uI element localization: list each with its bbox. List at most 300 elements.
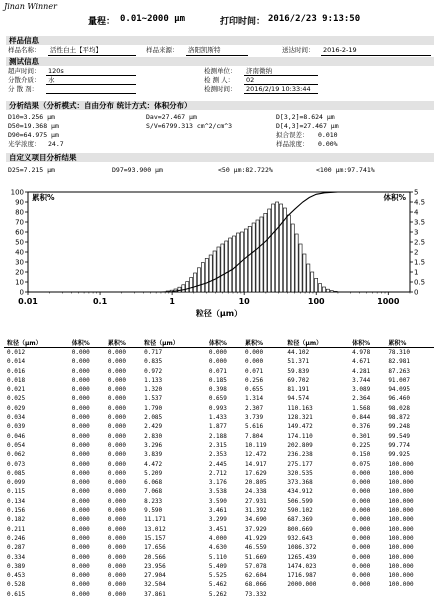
table-cell: 62.604 bbox=[245, 572, 267, 580]
table-cell: 932.643 bbox=[287, 534, 313, 542]
table-cell: 1.790 bbox=[144, 404, 163, 412]
volume-bar bbox=[264, 213, 267, 292]
table-cell: 59.839 bbox=[287, 367, 310, 375]
table-cell: 24.338 bbox=[245, 488, 267, 496]
table-cell: 4.472 bbox=[144, 460, 163, 468]
test-time-label: 检测时间： bbox=[204, 85, 237, 93]
table-cell: 3.451 bbox=[208, 525, 227, 533]
table-cell: 0.000 bbox=[71, 395, 90, 403]
table-cell: 1.568 bbox=[352, 404, 371, 412]
unit-label: 检测单位： bbox=[204, 67, 237, 75]
range-value: 0.01~2000 μm bbox=[120, 14, 186, 24]
table-cell: 0.025 bbox=[7, 395, 26, 403]
volume-bar bbox=[236, 233, 239, 292]
table-cell: 94.095 bbox=[388, 386, 410, 394]
table-row bbox=[4, 376, 434, 385]
sample-date-label: 送达时间： bbox=[282, 46, 315, 54]
table-cell: 0.835 bbox=[144, 358, 163, 366]
table-cell: 0.287 bbox=[7, 544, 26, 552]
volume-bar bbox=[197, 268, 200, 292]
table-cell: 0.000 bbox=[71, 553, 90, 561]
table-cell: 96.460 bbox=[388, 395, 410, 403]
d32-value: D[3,2]=8.624 μm bbox=[276, 113, 335, 121]
table-cell: 0.000 bbox=[71, 469, 90, 477]
d50-value: D50=19.368 μm bbox=[8, 122, 59, 130]
table-cell: 0.182 bbox=[7, 516, 26, 524]
sample-source-underline bbox=[186, 55, 248, 56]
table-cell: 7.804 bbox=[245, 432, 264, 440]
table-cell: 2.445 bbox=[208, 460, 227, 468]
table-cell: 1.877 bbox=[208, 423, 227, 431]
table-cell: 100.000 bbox=[388, 553, 414, 561]
table-cell: 99.248 bbox=[388, 423, 410, 431]
table-cell: 0.000 bbox=[245, 358, 264, 366]
right-tick-label: 0.5 bbox=[414, 278, 426, 287]
table-row bbox=[4, 432, 434, 441]
table-cell: 0.389 bbox=[7, 562, 26, 570]
table-row bbox=[4, 497, 434, 506]
volume-bar bbox=[209, 255, 212, 292]
table-cell: 0.000 bbox=[71, 572, 90, 580]
table-cell: 1.320 bbox=[144, 386, 163, 394]
sample-name-underline bbox=[48, 55, 136, 56]
table-cell: 0.000 bbox=[107, 525, 126, 533]
table-cell: 4.630 bbox=[208, 544, 227, 552]
table-row bbox=[4, 543, 434, 552]
table-cell: 37.861 bbox=[144, 590, 166, 598]
table-row bbox=[4, 571, 434, 580]
volume-bar bbox=[213, 251, 216, 292]
ultrasonic-label: 超声时间： bbox=[8, 67, 41, 75]
volume-bar bbox=[252, 223, 255, 292]
table-cell: 0.000 bbox=[107, 479, 126, 487]
table-cell: 0.844 bbox=[352, 414, 371, 422]
table-cell: 1.433 bbox=[208, 414, 227, 422]
table-cell: 0.655 bbox=[245, 386, 264, 394]
table-cell: 0.000 bbox=[71, 414, 90, 422]
table-cell: 0.000 bbox=[352, 581, 371, 589]
table-cell: 91.007 bbox=[388, 376, 410, 384]
table-cell: 0.398 bbox=[208, 386, 227, 394]
left-tick-label: 80 bbox=[15, 208, 24, 217]
table-cell: 0.000 bbox=[71, 488, 90, 496]
shading-value: 24.7 bbox=[48, 140, 64, 148]
table-cell: 3.296 bbox=[144, 441, 163, 449]
table-cell: 0.000 bbox=[71, 441, 90, 449]
range-label: 量程： bbox=[88, 17, 116, 27]
table-row bbox=[4, 348, 434, 358]
table-cell: 15.157 bbox=[144, 534, 166, 542]
table-cell: 27.931 bbox=[245, 497, 267, 505]
table-cell: 0.039 bbox=[7, 423, 26, 431]
right-tick-label: 4 bbox=[414, 208, 419, 217]
table-cell: 99.549 bbox=[388, 432, 410, 440]
volume-bar bbox=[186, 282, 189, 292]
table-cell: 51.669 bbox=[245, 553, 267, 561]
left-tick-label: 20 bbox=[15, 268, 24, 277]
table-cell: 100.000 bbox=[388, 534, 414, 542]
table-row bbox=[4, 460, 434, 469]
tester-value: 02 bbox=[246, 76, 255, 84]
table-cell bbox=[284, 590, 349, 599]
table-cell: 0.018 bbox=[7, 376, 26, 384]
table-cell: 3.839 bbox=[144, 451, 163, 459]
table-row bbox=[4, 506, 434, 515]
table-cell: 100.000 bbox=[388, 572, 414, 580]
table-cell: 0.000 bbox=[107, 358, 126, 366]
table-header-row bbox=[4, 338, 434, 348]
table-cell: 434.912 bbox=[287, 488, 313, 496]
table-cell: 0.972 bbox=[144, 367, 163, 375]
table-cell: 0.000 bbox=[107, 441, 126, 449]
volume-bar bbox=[260, 217, 263, 292]
volume-bar bbox=[279, 204, 282, 292]
table-cell: 0.000 bbox=[107, 469, 126, 477]
table-cell bbox=[349, 590, 385, 599]
right-tick-label: 1 bbox=[414, 268, 419, 277]
table-cell: 100.000 bbox=[388, 497, 414, 505]
col-vol-3: 体积% bbox=[352, 340, 371, 347]
table-cell: 5.110 bbox=[208, 553, 227, 561]
table-cell: 0.000 bbox=[352, 507, 371, 515]
table-cell: 0.225 bbox=[352, 441, 371, 449]
table-cell: 0.000 bbox=[208, 349, 227, 356]
table-cell: 0.150 bbox=[352, 451, 371, 459]
col-size-3: 粒径（μm） bbox=[287, 340, 323, 347]
sample-name-label: 样品名称： bbox=[8, 46, 41, 54]
table-cell: 5.262 bbox=[208, 590, 227, 598]
table-cell: 82.981 bbox=[388, 358, 410, 366]
table-cell: 1.133 bbox=[144, 376, 163, 384]
table-cell: 87.263 bbox=[388, 367, 410, 375]
table-cell: 1716.987 bbox=[287, 572, 317, 580]
table-cell: 0.000 bbox=[245, 349, 264, 356]
table-cell: 94.574 bbox=[287, 395, 310, 403]
table-row bbox=[4, 469, 434, 478]
table-cell: 0.000 bbox=[71, 534, 90, 542]
x-tick-label: 10 bbox=[238, 297, 250, 306]
left-tick-label: 90 bbox=[15, 198, 24, 207]
volume-bar bbox=[315, 278, 318, 292]
table-cell: 0.000 bbox=[71, 525, 90, 533]
table-cell: 17.629 bbox=[245, 469, 267, 477]
table-cell: 0.000 bbox=[71, 358, 90, 366]
table-cell: 98.872 bbox=[388, 414, 410, 422]
table-cell: 11.171 bbox=[144, 516, 166, 524]
table-cell: 51.371 bbox=[287, 358, 310, 366]
table-cell: 0.012 bbox=[7, 349, 26, 356]
brand-logo: Jinan Winner bbox=[4, 2, 57, 11]
table-cell: 0.000 bbox=[208, 358, 227, 366]
table-cell: 7.068 bbox=[144, 488, 163, 496]
volume-bar bbox=[311, 272, 314, 292]
table-cell: 3.744 bbox=[352, 376, 371, 384]
volume-bar bbox=[272, 204, 275, 292]
table-row bbox=[4, 404, 434, 413]
table-cell: 0.256 bbox=[245, 376, 264, 384]
table-cell: 0.000 bbox=[107, 544, 126, 552]
table-cell: 0.000 bbox=[71, 562, 90, 570]
table-cell: 3.176 bbox=[208, 479, 227, 487]
table-cell: 0.071 bbox=[208, 367, 227, 375]
table-cell: 0.000 bbox=[107, 460, 126, 468]
table-cell: 0.115 bbox=[7, 488, 26, 496]
table-cell: 0.000 bbox=[352, 516, 371, 524]
table-cell: 44.102 bbox=[287, 349, 310, 356]
col-size-1: 粒径（μm） bbox=[7, 340, 42, 347]
test-time-underline bbox=[244, 93, 318, 94]
sample-source-value: 洛阳凯斯特 bbox=[188, 46, 221, 54]
table-cell: 0.000 bbox=[107, 534, 126, 542]
table-row bbox=[4, 441, 434, 450]
test-section-title: 测试信息 bbox=[6, 57, 434, 66]
table-cell: 27.904 bbox=[144, 572, 166, 580]
table-cell: 20.566 bbox=[144, 553, 166, 561]
fit-error-label: 拟合误差： bbox=[276, 131, 309, 139]
sample-concentration-value: 0.00% bbox=[318, 140, 338, 148]
volume-bar bbox=[299, 244, 302, 292]
table-cell: 41.929 bbox=[245, 534, 267, 542]
table-cell: 0.453 bbox=[7, 572, 26, 580]
table-cell: 0.000 bbox=[71, 376, 90, 384]
table-row bbox=[4, 367, 434, 376]
table-cell: 3.299 bbox=[208, 516, 227, 524]
table-row bbox=[4, 422, 434, 431]
table-cell: 0.000 bbox=[71, 497, 90, 505]
table-cell: 2000.000 bbox=[287, 581, 317, 589]
custom-lt50: <50 μm:82.722% bbox=[218, 166, 273, 174]
table-cell: 0.000 bbox=[107, 386, 126, 394]
col-size-2: 粒径（μm） bbox=[144, 340, 179, 347]
dav-value: Dav=27.467 μm bbox=[146, 113, 197, 121]
left-tick-label: 10 bbox=[15, 278, 24, 287]
table-cell: 81.191 bbox=[287, 386, 310, 394]
distribution-chart bbox=[0, 186, 438, 326]
table-cell: 0.000 bbox=[71, 581, 90, 589]
table-cell: 2.353 bbox=[208, 451, 227, 459]
dispersant-value: 水 bbox=[48, 76, 55, 84]
table-cell: 10.119 bbox=[245, 441, 267, 449]
volume-bar bbox=[307, 264, 310, 292]
volume-bar bbox=[287, 215, 290, 292]
left-tick-label: 70 bbox=[15, 218, 24, 227]
sample-source-label: 样品来源： bbox=[146, 46, 179, 54]
table-cell: 5.525 bbox=[208, 572, 227, 580]
table-cell: 0.099 bbox=[7, 479, 26, 487]
table-cell: 2.830 bbox=[144, 432, 163, 440]
table-cell: 8.233 bbox=[144, 497, 163, 505]
volume-bar bbox=[322, 287, 325, 292]
table-cell: 0.000 bbox=[107, 553, 126, 561]
d10-value: D10=3.256 μm bbox=[8, 113, 55, 121]
x-tick-label: 0.1 bbox=[92, 297, 108, 306]
table-cell: 0.062 bbox=[7, 451, 26, 459]
custom-d25: D25=7.215 μm bbox=[8, 166, 55, 174]
table-cell: 149.472 bbox=[287, 423, 313, 431]
table-cell: 0.334 bbox=[7, 553, 26, 561]
table-cell: 3.739 bbox=[245, 414, 264, 422]
left-tick-label: 50 bbox=[15, 238, 24, 247]
table-cell: 2.188 bbox=[208, 432, 227, 440]
table-cell: 73.332 bbox=[245, 590, 267, 598]
table-cell: 0.000 bbox=[107, 488, 126, 496]
sample-date-value: 2016-2-19 bbox=[323, 46, 357, 54]
table-cell: 0.376 bbox=[352, 423, 371, 431]
table-row bbox=[4, 525, 434, 534]
dispersant-agent-label: 分 散 剂： bbox=[8, 85, 39, 93]
table-cell: 37.929 bbox=[245, 525, 267, 533]
table-cell: 99.925 bbox=[388, 451, 410, 459]
table-cell: 0.000 bbox=[352, 553, 371, 561]
table-cell: 0.000 bbox=[107, 451, 126, 459]
table-cell: 373.368 bbox=[287, 479, 313, 487]
dispersant-underline bbox=[46, 84, 136, 85]
table-cell: 0.014 bbox=[7, 358, 26, 366]
table-cell: 4.000 bbox=[208, 534, 227, 542]
table-cell: 0.000 bbox=[71, 423, 90, 431]
table-cell: 0.000 bbox=[107, 395, 126, 403]
right-axis-label: 体积% bbox=[383, 193, 406, 202]
table-row bbox=[4, 562, 434, 571]
table-cell: 0.000 bbox=[71, 460, 90, 468]
test-time-value: 2016/2/19 10:33:44 bbox=[246, 85, 311, 93]
table-cell: 0.993 bbox=[208, 404, 227, 412]
volume-bar bbox=[225, 241, 228, 292]
volume-bar bbox=[256, 220, 259, 292]
table-cell: 174.110 bbox=[287, 432, 313, 440]
table-cell: 506.599 bbox=[287, 497, 313, 505]
table-cell: 34.690 bbox=[245, 516, 267, 524]
table-row bbox=[4, 553, 434, 562]
table-cell: 4.978 bbox=[352, 349, 371, 356]
table-cell: 590.102 bbox=[287, 507, 313, 515]
table-cell: 0.016 bbox=[7, 367, 26, 375]
table-cell: 0.073 bbox=[7, 460, 26, 468]
table-cell: 2.307 bbox=[245, 404, 264, 412]
table-cell: 3.590 bbox=[208, 497, 227, 505]
table-cell: 110.163 bbox=[287, 404, 313, 412]
volume-bar bbox=[233, 236, 236, 292]
volume-bar bbox=[182, 285, 185, 292]
table-cell: 100.000 bbox=[388, 469, 414, 477]
ultrasonic-underline bbox=[46, 75, 136, 76]
unit-underline bbox=[244, 75, 318, 76]
d43-value: D[4,3]=27.467 μm bbox=[276, 122, 339, 130]
left-tick-label: 30 bbox=[15, 258, 24, 267]
table-cell: 0.000 bbox=[107, 432, 126, 440]
table-cell: 14.917 bbox=[245, 460, 267, 468]
table-cell: 0.000 bbox=[107, 376, 126, 384]
sample-section-title: 样品信息 bbox=[6, 36, 434, 45]
x-tick-label: 1 bbox=[169, 297, 175, 306]
table-cell: 5.409 bbox=[208, 562, 227, 570]
table-cell: 0.000 bbox=[71, 451, 90, 459]
table-cell: 0.000 bbox=[71, 404, 90, 412]
table-cell: 1265.439 bbox=[287, 553, 317, 561]
table-cell: 0.301 bbox=[352, 432, 371, 440]
volume-bar bbox=[295, 234, 298, 292]
table-cell: 0.000 bbox=[107, 516, 126, 524]
table-cell: 0.717 bbox=[144, 349, 163, 356]
table-cell: 2.712 bbox=[208, 469, 227, 477]
table-cell: 236.238 bbox=[287, 451, 313, 459]
table-row bbox=[4, 478, 434, 487]
table-cell: 57.078 bbox=[245, 562, 267, 570]
volume-bar bbox=[178, 287, 181, 292]
table-cell: 0.000 bbox=[107, 367, 126, 375]
table-cell: 68.066 bbox=[245, 581, 267, 589]
table-cell: 0.021 bbox=[7, 386, 26, 394]
table-cell: 100.000 bbox=[388, 544, 414, 552]
table-cell: 5.616 bbox=[245, 423, 264, 431]
left-tick-label: 40 bbox=[15, 248, 24, 257]
table-cell: 0.134 bbox=[7, 497, 26, 505]
d90-value: D90=64.975 μm bbox=[8, 131, 59, 139]
table-cell: 0.000 bbox=[71, 590, 90, 598]
table-cell: 0.000 bbox=[107, 404, 126, 412]
table-cell: 800.669 bbox=[287, 525, 313, 533]
table-cell: 31.392 bbox=[245, 507, 267, 515]
table-cell: 20.805 bbox=[245, 479, 267, 487]
table-cell: 0.528 bbox=[7, 581, 26, 589]
table-cell: 0.246 bbox=[7, 534, 26, 542]
table-cell: 5.462 bbox=[208, 581, 227, 589]
x-tick-label: 1000 bbox=[377, 297, 400, 306]
fit-error-value: 0.010 bbox=[318, 131, 338, 139]
col-cum-2: 累积% bbox=[245, 340, 264, 347]
table-cell: 17.656 bbox=[144, 544, 166, 552]
table-cell: 100.000 bbox=[388, 507, 414, 515]
table-cell: 0.000 bbox=[352, 572, 371, 580]
custom-d97: D97=93.900 μm bbox=[112, 166, 163, 174]
col-cum-1: 累积% bbox=[107, 340, 126, 347]
table-cell: 275.177 bbox=[287, 460, 313, 468]
size-distribution-table bbox=[4, 338, 434, 599]
table-cell: 1.314 bbox=[245, 395, 264, 403]
tester-label: 检 测 人： bbox=[204, 76, 235, 84]
table-row bbox=[4, 580, 434, 589]
left-axis-label: 累积% bbox=[32, 193, 55, 202]
table-cell: 98.028 bbox=[388, 404, 410, 412]
tester-underline bbox=[244, 84, 318, 85]
table-cell: 0.000 bbox=[107, 349, 126, 356]
table-cell: 100.000 bbox=[388, 562, 414, 570]
table-cell: 69.702 bbox=[287, 376, 310, 384]
table-row bbox=[4, 385, 434, 394]
x-axis-label: 粒径（μm） bbox=[195, 309, 243, 318]
right-tick-label: 2.5 bbox=[414, 238, 426, 247]
right-tick-label: 4.5 bbox=[414, 198, 426, 207]
table-cell: 0.054 bbox=[7, 441, 26, 449]
table-cell: 0.000 bbox=[71, 544, 90, 552]
table-cell: 0.000 bbox=[71, 507, 90, 515]
left-tick-label: 60 bbox=[15, 228, 24, 237]
volume-bar bbox=[330, 291, 333, 292]
table-row bbox=[4, 413, 434, 422]
volume-bar bbox=[221, 244, 224, 292]
volume-bar bbox=[268, 209, 271, 292]
table-cell: 1086.372 bbox=[287, 544, 317, 552]
volume-bar bbox=[217, 247, 220, 292]
table-row bbox=[4, 394, 434, 403]
volume-bar bbox=[334, 291, 337, 292]
table-row bbox=[4, 357, 434, 366]
right-tick-label: 0 bbox=[414, 288, 419, 297]
table-cell: 0.000 bbox=[352, 525, 371, 533]
analysis-section-title: 分析结果（分析模式：自由分布 统计方式：体积分布） bbox=[6, 101, 434, 110]
table-cell: 0.085 bbox=[7, 469, 26, 477]
table-cell: 3.461 bbox=[208, 507, 227, 515]
